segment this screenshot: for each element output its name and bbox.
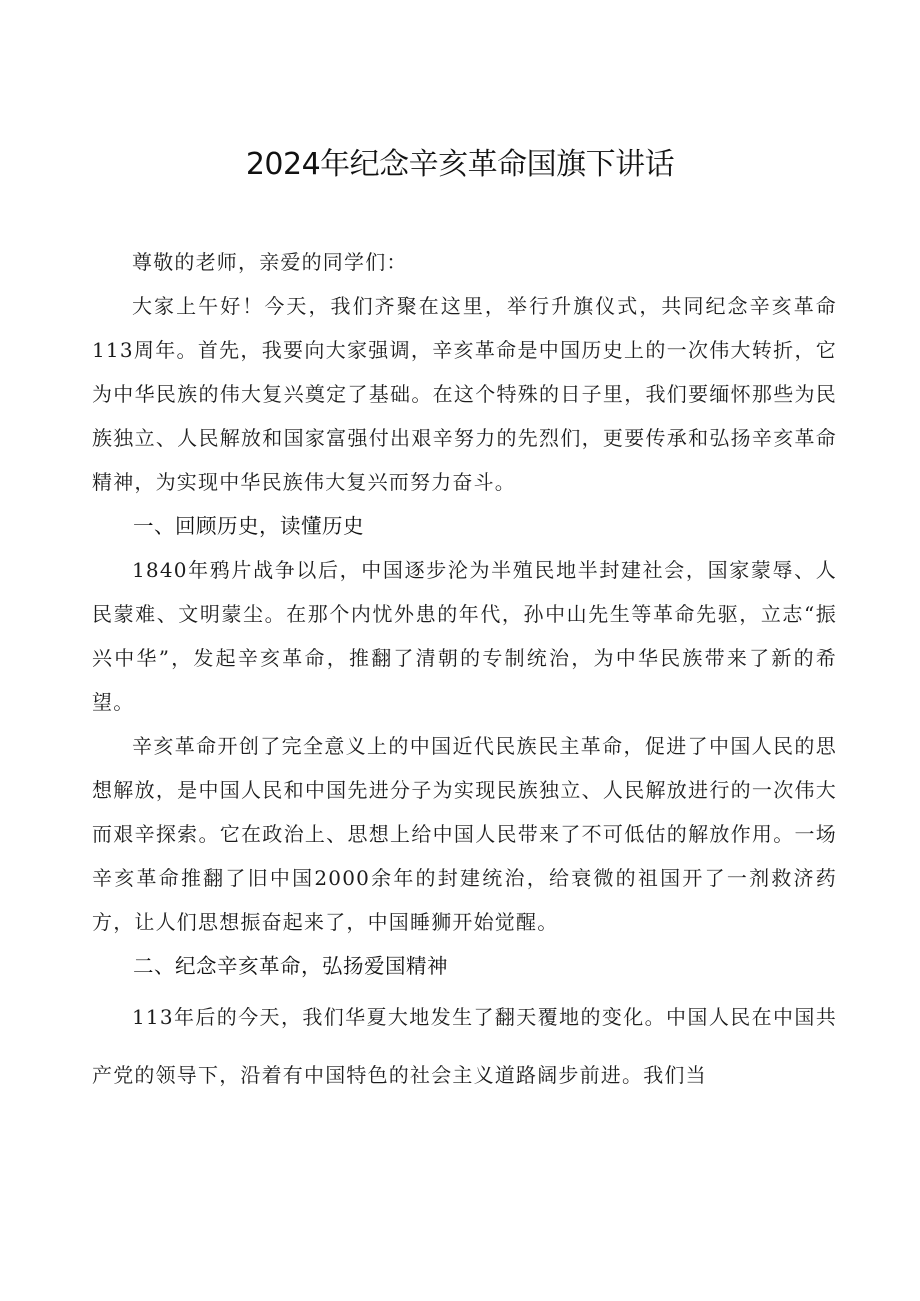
section-heading-2: 二、纪念辛亥革命，弘扬爱国精神 [133, 954, 448, 978]
page-title: 2024年纪念辛亥革命国旗下讲话 [245, 147, 675, 182]
section-heading-1: 一、回顾历史，读懂历史 [133, 514, 364, 538]
paragraph-intro: 大家上午好！今天，我们齐聚在这里，举行升旗仪式，共同纪念辛亥革命113周年。首先，我要向大家强调，辛亥革命是中国历史上的一次伟大转折，它为中华民族的伟大复兴奠定了基础。在这个特殊的日子里，我们要缅怀那些为民族独立、人民解放和国家富强付出艰辛努力的先烈们，更要传承和弘扬辛亥革命精神，为实现中华民族伟大复兴而努力奋斗。 [92, 294, 837, 494]
paragraph-history-1: 1840年鸦片战争以后，中国逐步沦为半殖民地半封建社会，国家蒙辱、人民蒙难、文明蒙尘。在那个内忧外患的年代，孙中山先生等革命先驱，立志“振兴中华”，发起辛亥革命，推翻了清朝的专制统治，为中华民族带来了新的希望。 [92, 558, 837, 714]
paragraph-history-2: 辛亥革命开创了完全意义上的中国近代民族民主革命，促进了中国人民的思想解放，是中国人民和中国先进分子为实现民族独立、人民解放进行的一次伟大而艰辛探索。它在政治上、思想上给中国人民带来了不可低估的解放作用。一场辛亥革命推翻了旧中国2000余年的封建统治，给衰微的祖国开了一剂救济药方，让人们思想振奋起来了，中国睡狮开始觉醒。 [92, 734, 837, 934]
paragraph-today: 113年后的今天，我们华夏大地发生了翻天覆地的变化。中国人民在中国共产党的领导下，沿着有中国特色的社会主义道路阔步前进。我们当 [92, 1005, 837, 1087]
salutation: 尊敬的老师，亲爱的同学们： [132, 250, 408, 274]
document-body [92, 240, 837, 1104]
